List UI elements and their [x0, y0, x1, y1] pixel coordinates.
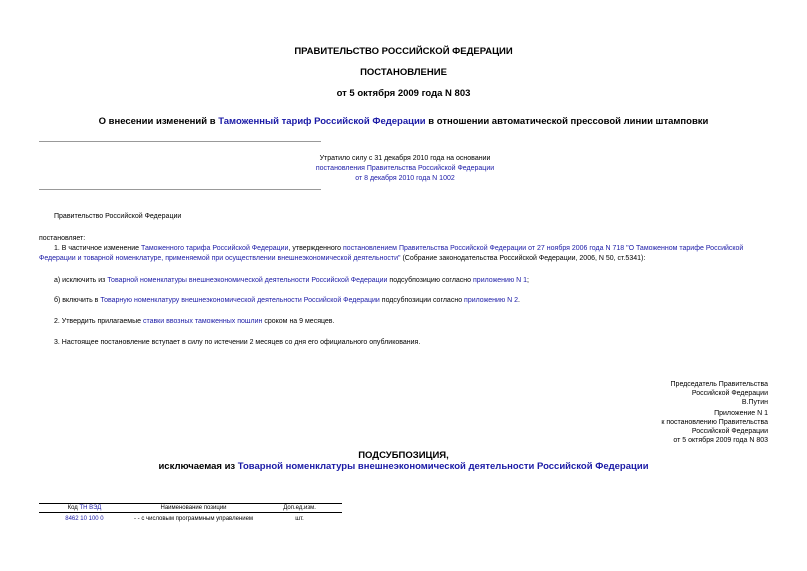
gov-line: Правительство Российской Федерации — [54, 213, 182, 220]
col-code-header: Код ТН ВЭД — [39, 504, 130, 513]
appendix-title: ПОДСУБПОЗИЦИЯ, — [358, 450, 449, 461]
appendix-heading: Приложение N 1 к постановлению Правительства Российской Федерации от 5 октября 2009 года N 803 — [661, 410, 768, 444]
resolution-718-link[interactable]: постановлением Правительства Российской Федерации от 27 ноября 2006 года N 718 "О Таможенном тарифе Российской — [343, 245, 744, 252]
doc-title — [0, 116, 807, 127]
validity-date-link[interactable]: от 8 декабря 2010 года N 1002 — [355, 175, 455, 182]
table-row — [39, 513, 342, 526]
divider-bottom — [39, 189, 321, 190]
tn-ved-link[interactable]: ТН ВЭД — [79, 505, 102, 511]
table-header — [39, 504, 342, 513]
doc-date: от 5 октября 2009 года N 803 — [336, 88, 471, 99]
divider-top — [39, 141, 321, 142]
appendix-1-link[interactable]: приложению N 1 — [473, 277, 528, 284]
paragraph-1-cont: Федерации и товарной номенклатуре, применяемой при осуществлении внешнеэкономической деятельности" (Собрание законодательства Российской Федерации, 2006, N 50, ст.5341): — [39, 255, 646, 262]
paragraph-3: 3. Настоящее постановление вступает в силу по истечении 2 месяцев со дня его официального опубликования. — [54, 339, 421, 346]
duty-rates-link[interactable]: ставки ввозных таможенных пошлин — [142, 318, 263, 325]
position-name: - - с числовым программным управлением — [133, 516, 254, 522]
resolution-718-link-cont[interactable]: Федерации и товарной номенклатуре, применяемой при осуществлении внешнеэкономической деятельности" — [39, 255, 401, 262]
nomenclature-link-a[interactable]: Товарной номенклатуры внешнеэкономической деятельности Российской Федерации — [107, 277, 388, 284]
validity-line: Утратило силу с 31 декабря 2010 года на основании — [319, 155, 491, 162]
nomenclature-link-b[interactable]: Товарную номенклатуру внешнеэкономической деятельности Российской Федерации — [100, 297, 380, 304]
col-name-header: Наименование позиции — [130, 504, 257, 513]
org-name: ПРАВИТЕЛЬСТВО РОССИЙСКОЙ ФЕДЕРАЦИИ — [294, 46, 513, 57]
signature-block: Председатель Правительства Российской Федерации В.Путин — [670, 381, 768, 406]
title-pre: О внесении изменений в — [98, 116, 219, 127]
unit: шт. — [295, 516, 304, 522]
tariff-link[interactable]: Таможенного тарифа Российской Федерации — [141, 245, 289, 252]
decides-line: постановляет: — [39, 235, 86, 242]
doc-type: ПОСТАНОВЛЕНИЕ — [360, 67, 447, 78]
paragraph-b: б) включить в Товарную номенклатуру внешнеэкономической деятельности Российской Федерации подсубпозиции согласно приложению N 2. — [54, 297, 520, 304]
validity-note — [316, 154, 494, 184]
appendix-2-link[interactable]: приложению N 2 — [464, 297, 519, 304]
paragraph-a: а) исключить из Товарной номенклатуры внешнеэкономической деятельности Российской Федерации подсубпозицию согласно приложению N 1; — [54, 277, 529, 284]
appendix-nomenclature-link[interactable]: Товарной номенклатуры внешнеэкономической деятельности Российской Федерации — [237, 461, 649, 472]
paragraph-1: 1. В частичное изменение Таможенного тарифа Российской Федерации, утвержденного постановлением Правительства Российской Федерации от 27 ноября 2006 года N 718 "О Таможенном тарифе Российской — [54, 245, 744, 252]
title-post: в отношении автоматической прессовой линии штамповки — [425, 116, 709, 127]
code-link[interactable]: 8462 10 100 0 — [65, 516, 104, 522]
subposition-table — [39, 503, 342, 525]
validity-resolution-link[interactable]: постановления Правительства Российской Федерации — [315, 165, 495, 172]
title-tariff-link[interactable]: Таможенный тариф Российской Федерации — [218, 116, 426, 127]
appendix-subtitle: исключаемая из Товарной номенклатуры внешнеэкономической деятельности Российской Федерации — [158, 461, 649, 472]
paragraph-2: 2. Утвердить прилагаемые ставки ввозных таможенных пошлин сроком на 9 месяцев. — [54, 318, 335, 325]
col-unit-header: Доп.ед.изм. — [257, 504, 342, 513]
